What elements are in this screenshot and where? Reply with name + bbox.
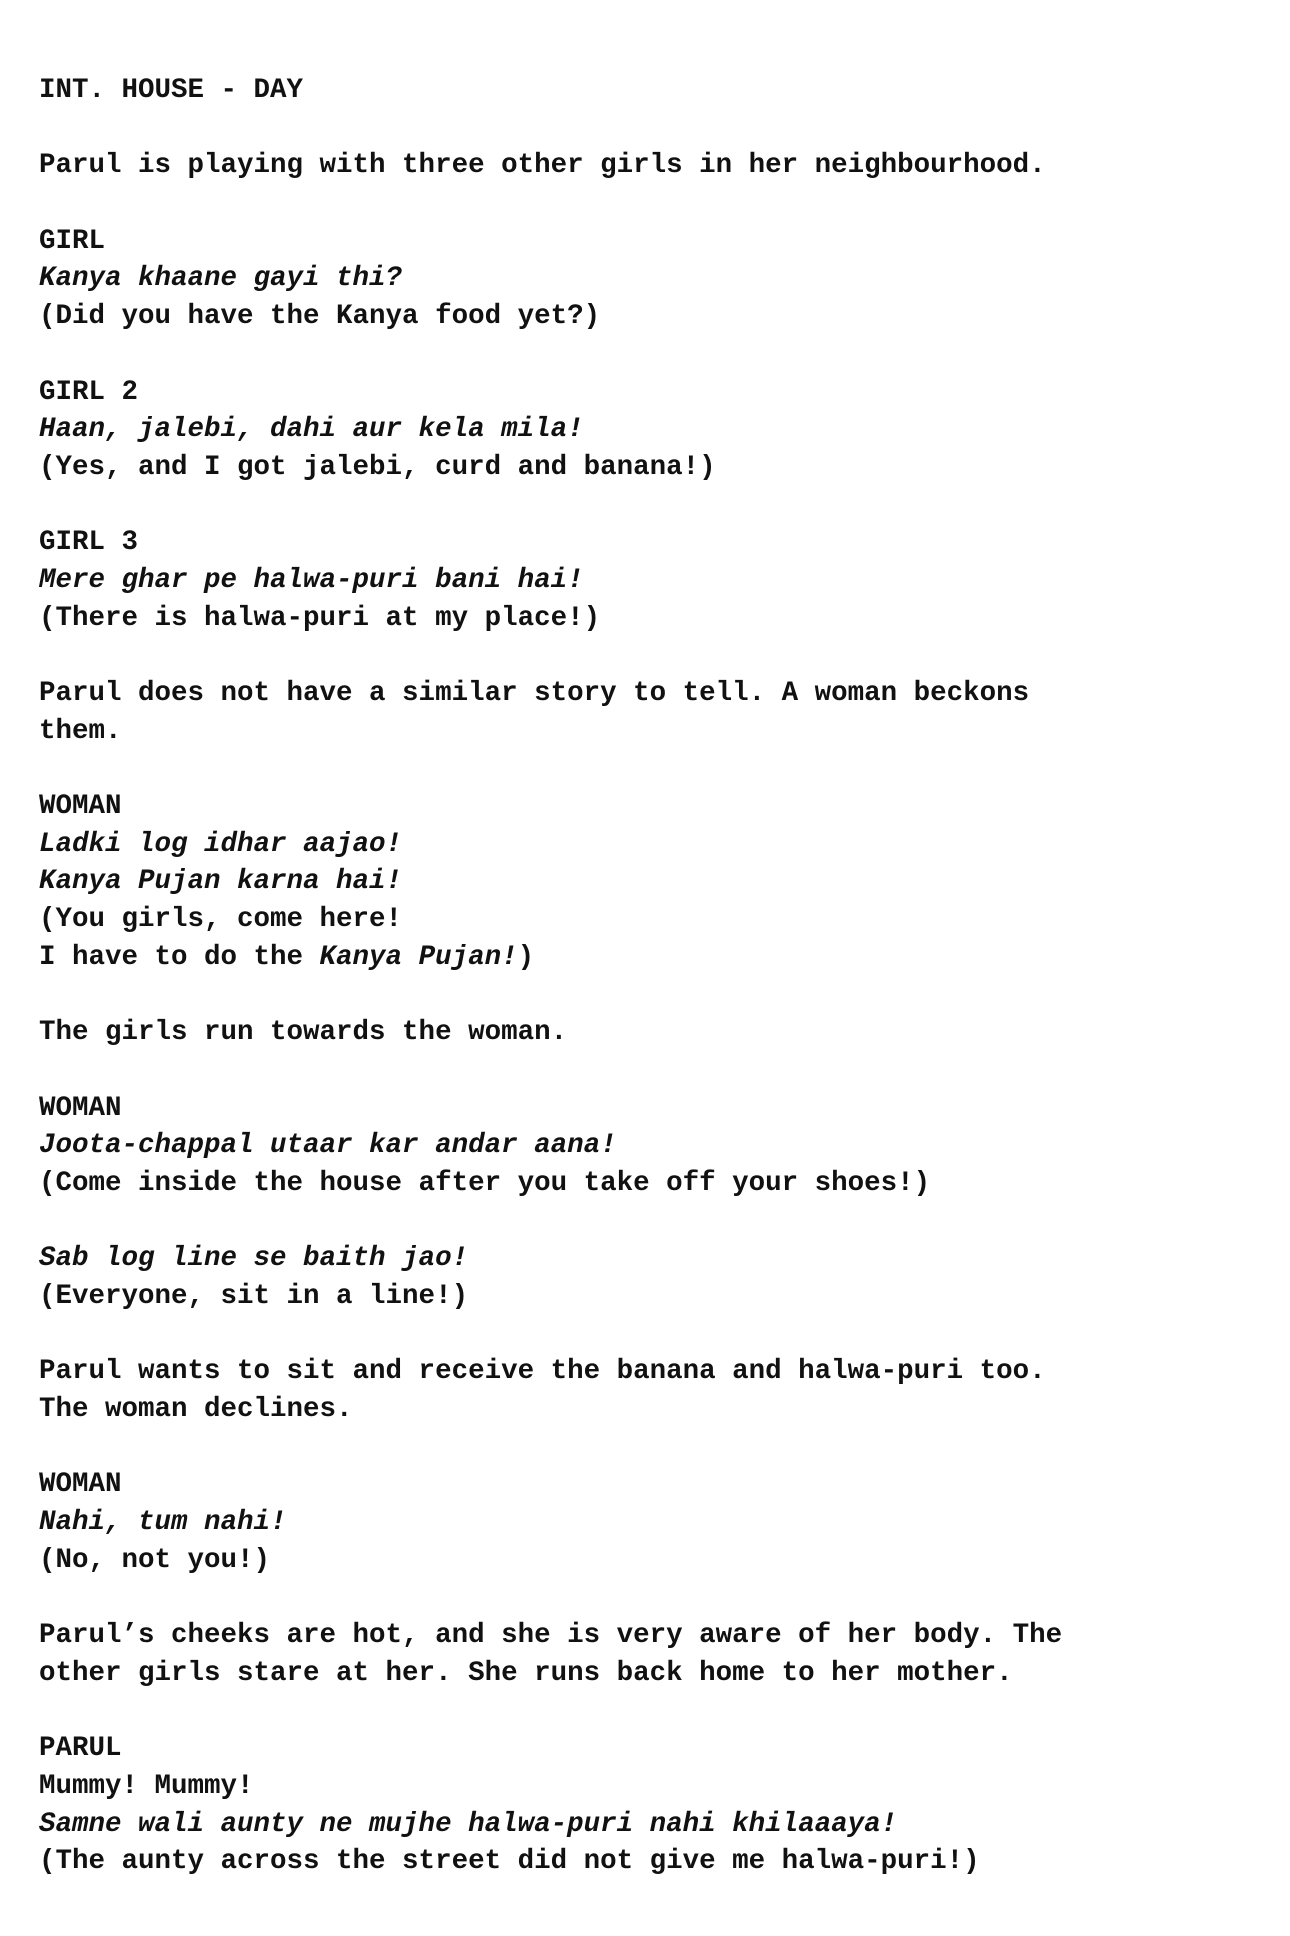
spacer [39, 637, 1290, 675]
translation-text: I have to do the [39, 941, 320, 973]
spacer [39, 1052, 1290, 1090]
dialogue-hindi: Nahi, tum nahi! [39, 1507, 287, 1539]
translation-italic-term: Kanya Pujan! [319, 941, 518, 973]
dialogue-hindi: Kanya khaane gayi thi? [39, 263, 403, 295]
dialogue-translation: (Yes, and I got jalebi, curd and banana!) [39, 451, 716, 483]
dialogue-hindi: Sab log line se baith jao! [39, 1243, 469, 1275]
spacer [39, 750, 1290, 788]
action-line: Parul wants to sit and receive the banana and halwa-puri too. [39, 1356, 1046, 1388]
spacer [39, 1580, 1290, 1618]
spacer [39, 1429, 1290, 1467]
dialogue-translation: (You girls, come here! [39, 904, 403, 936]
dialogue-hindi: Haan, jalebi, dahi aur kela mila! [39, 414, 584, 446]
dialogue-hindi: Kanya Pujan karna hai! [39, 866, 403, 898]
spacer [39, 1693, 1290, 1731]
spacer [39, 336, 1290, 374]
spacer [39, 977, 1290, 1015]
action-line: The woman declines. [39, 1394, 353, 1426]
character-name: WOMAN [39, 1092, 122, 1124]
character-name: WOMAN [39, 1469, 122, 1501]
character-name: WOMAN [39, 791, 122, 823]
dialogue-translation: (There is halwa-puri at my place!) [39, 602, 601, 634]
dialogue-translation: (Everyone, sit in a line!) [39, 1281, 469, 1312]
action-line: Parul does not have a similar story to tell. A woman beckons [39, 678, 1030, 709]
action-line: Parul is playing with three other girls in her neighbourhood. [39, 150, 1046, 182]
spacer [39, 110, 1290, 148]
action-line: Parul’s cheeks are hot, and she is very aware of her body. The [39, 1620, 1063, 1652]
action-line: other girls stare at her. She runs back home to her mother. [39, 1657, 1013, 1689]
dialogue-translation: (Did you have the Kanya food yet?) [39, 301, 601, 333]
translation-text: ) [517, 941, 535, 973]
spacer [39, 1203, 1290, 1241]
dialogue-hindi: Joota-chappal utaar kar andar aana! [39, 1130, 617, 1162]
spacer [39, 185, 1290, 223]
character-name: PARUL [39, 1733, 122, 1765]
dialogue-line: Mummy! Mummy! [39, 1770, 254, 1802]
character-name: GIRL 3 [39, 527, 139, 559]
dialogue-translation: (No, not you!) [39, 1544, 271, 1576]
action-line: them. [39, 715, 122, 747]
character-name: GIRL [39, 225, 106, 257]
action-line: The girls run towards the woman. [39, 1017, 568, 1049]
dialogue-translation: (The aunty across the street did not give me halwa-puri!) [39, 1846, 980, 1878]
dialogue-translation [39, 939, 1290, 977]
character-name: GIRL 2 [39, 376, 139, 408]
dialogue-hindi: Samne wali aunty ne mujhe halwa-puri nahi khilaaaya! [39, 1808, 898, 1840]
spacer [39, 1316, 1290, 1354]
dialogue-hindi: Mere ghar pe halwa-puri bani hai! [39, 564, 584, 596]
spacer [39, 487, 1290, 525]
scene-heading: INT. HOUSE - DAY [39, 75, 304, 106]
dialogue-translation: (Come inside the house after you take off your shoes!) [39, 1167, 931, 1199]
dialogue-hindi: Ladki log idhar aajao! [39, 828, 403, 860]
